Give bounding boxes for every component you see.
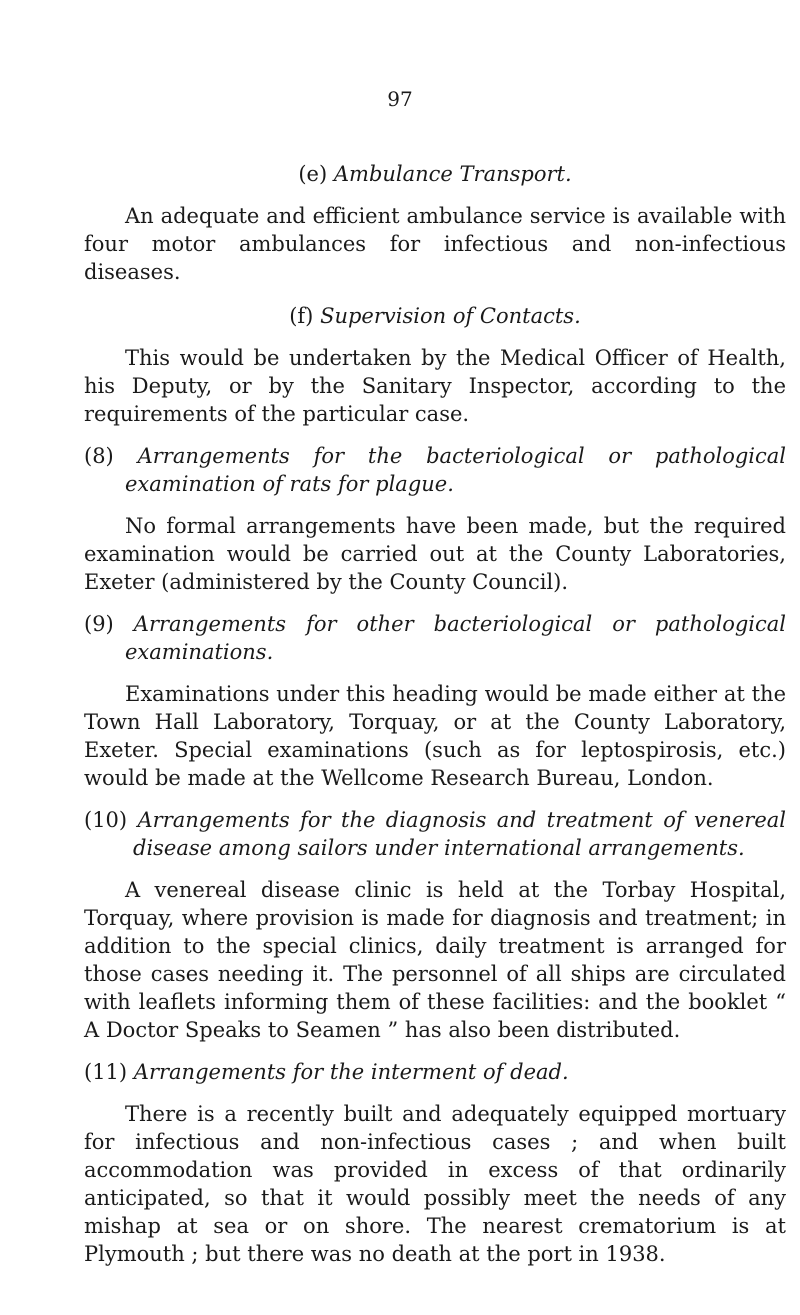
item-10-title: Arrangements for the diagnosis and treatment of venereal disease among sailors under international arrangements.: [133, 808, 786, 860]
section-e-label: (e): [298, 162, 328, 186]
item-10-heading: [84, 806, 786, 862]
item-9-body: Examinations under this heading would be made either at the Town Hall Laboratory, Torquay, or at the County Laboratory, Exeter. Special examinations (such as for leptospirosis, etc.) would be made at the Wellcome Research Bureau, London.: [84, 682, 786, 790]
item-8-body: No formal arrangements have been made, but the required examination would be carried out at the County Laboratories, Exeter (administered by the County Council).: [84, 514, 786, 594]
section-e-title: Ambulance Transport.: [333, 162, 572, 186]
item-9-heading: [84, 610, 786, 666]
item-10-body: A venereal disease clinic is held at the Torbay Hospital, Torquay, where provision is made for diagnosis and treatment; in addition to the special clinics, daily treatment is arranged for those cases needing it. The personnel of all ships are circulated with leaflets informing them of these facilities: and the booklet “ A Doctor Speaks to Seamen ” has also been distributed.: [84, 878, 786, 1042]
section-f-title: Supervision of Contacts.: [320, 304, 581, 328]
item-9-label: (9): [84, 612, 114, 636]
item-11-label: (11): [84, 1060, 128, 1084]
item-11-body: There is a recently built and adequately equipped mortuary for infectious and non-infectious cases ; and when built accommodation was provided in excess of that ordinarily anticipated, so that it would possibly meet the needs of any mishap at sea or on shore. The nearest crematorium is at Plymouth ; but there was no death at the port in 1938.: [84, 1102, 786, 1266]
page-number: 97: [387, 87, 413, 111]
item-8-title: Arrangements for the bacteriological or pathological examination of rats for plague.: [125, 444, 787, 496]
item-9-title: Arrangements for other bacteriological or pathological examinations.: [125, 612, 786, 664]
section-f-label: (f): [289, 304, 314, 328]
document-page: [84, 112, 786, 1268]
item-11-heading: [84, 1058, 786, 1086]
item-10-label: (10): [84, 808, 128, 832]
item-11-title: Arrangements for the interment of dead.: [133, 1060, 569, 1084]
section-e-body: An adequate and efficient ambulance service is available with four motor ambulances for infectious and non-infectious diseases.: [84, 204, 786, 284]
section-f-heading: [84, 302, 786, 330]
section-e-heading: [84, 160, 786, 188]
item-8-label: (8): [84, 444, 114, 468]
section-f-body: This would be undertaken by the Medical Officer of Health, his Deputy, or by the Sanitary Inspector, according to the requirements of the particular case.: [84, 346, 786, 426]
item-8-heading: [84, 442, 786, 498]
